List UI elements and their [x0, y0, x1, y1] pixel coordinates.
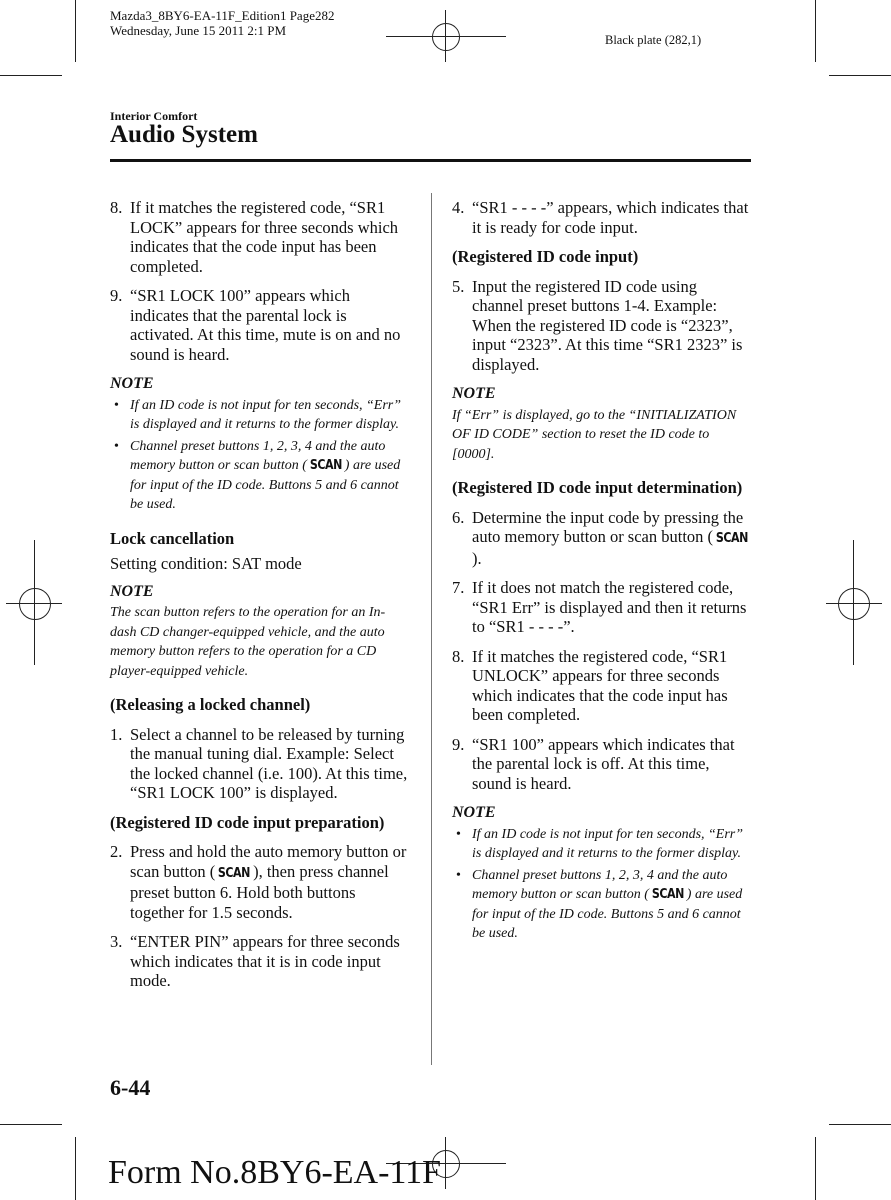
note-bullet: • Channel preset buttons 1, 2, 3, 4 and the auto memory button or scan button ( SCAN ) are used for input of the ID code. Buttons 5 and 6 cannot be used.	[114, 438, 401, 512]
right-step-8: 8. If it matches the registered code, “SR1 UNLOCK” appears for three seconds which indicates that the code input has been completed.	[452, 646, 728, 724]
note-text: If “Err” is displayed, go to the “INITIALIZATION OF ID CODE” section to reset the ID code to [0000].	[452, 407, 737, 462]
crop-mark-top-right-v	[815, 0, 816, 62]
right-step-5: 5. Input the registered ID code using channel preset buttons 1-4. Example: When the registered ID code is “2323”, input “2323”. At this time “SR1 2323” is displayed.	[452, 276, 743, 374]
section-label: Interior Comfort	[110, 109, 198, 123]
column-divider	[431, 193, 432, 1065]
left-step-3: 3. “ENTER PIN” appears for three seconds which indicates that it is in code input mode.	[110, 932, 400, 990]
releasing-heading: (Releasing a locked channel)	[110, 695, 311, 714]
crop-mark-bottom-right-v	[815, 1137, 816, 1200]
right-step-9: 9. “SR1 100” appears which indicates that the parental lock is off. At this time, sound is heard.	[452, 734, 735, 793]
note-heading: NOTE	[110, 582, 154, 600]
scan-button-icon: SCAN	[309, 458, 342, 473]
page-title: Audio System	[110, 121, 258, 148]
id-input-heading: (Registered ID code input)	[452, 247, 639, 266]
note-heading: NOTE	[452, 385, 496, 402]
crop-mark-bottom-left-v	[75, 1137, 76, 1200]
right-column	[452, 198, 752, 958]
file-line: Mazda3_8BY6-EA-11F_Edition1 Page282	[110, 8, 335, 23]
left-step-8: 8. If it matches the registered code, “SR1 LOCK” appears for three seconds which indicates that the code input has been completed.	[110, 198, 399, 276]
right-step-6: 6. Determine the input code by pressing the auto memory button or scan button ( SCAN).	[452, 507, 749, 568]
note-bullet: • If an ID code is not input for ten seconds, “Err” is displayed and it returns to the former display.	[114, 397, 402, 432]
note-bullet: • If an ID code is not input for ten seconds, “Err” is displayed and it returns to the former display.	[456, 826, 744, 861]
crop-mark-bottom-left-h	[0, 1124, 62, 1125]
right-step-4: 4. “SR1 - - - -” appears, which indicates that it is ready for code input.	[452, 198, 749, 237]
page-number: 6-44	[110, 1075, 151, 1100]
title-rule	[110, 159, 751, 162]
date-line: Wednesday, June 15 2011 2:1 PM	[110, 23, 287, 38]
crop-mark-top-right-h	[829, 75, 891, 76]
scan-button-icon: SCAN	[715, 531, 749, 546]
scan-button-icon: SCAN	[651, 887, 684, 902]
scan-button-icon: SCAN	[218, 865, 251, 881]
preparation-heading: (Registered ID code input preparation)	[110, 812, 385, 832]
note-bullets	[110, 396, 410, 515]
note-bullet: • Channel preset buttons 1, 2, 3, 4 and the auto memory button or scan button ( SCAN ) are used for input of the ID code. Buttons 5 and 6 cannot be used.	[456, 867, 743, 941]
left-step-2: 2. Press and hold the auto memory button or scan button ( SCAN ), then press channel preset button 6. Hold both buttons together for 1.5 seconds.	[110, 842, 407, 922]
left-column	[110, 198, 410, 1001]
form-number: Form No.8BY6-EA-11F	[108, 1154, 442, 1191]
note-heading: NOTE	[452, 804, 496, 821]
lock-cancellation-heading: Lock cancellation	[110, 528, 235, 548]
left-step-9: 9. “SR1 LOCK 100” appears which indicates that the parental lock is activated. At this time, mute is on and no sound is heard.	[110, 286, 401, 364]
determination-heading: (Registered ID code input determination)	[452, 478, 743, 497]
file-info	[110, 8, 334, 38]
plate-info: Black plate (282,1)	[605, 33, 702, 47]
crop-mark-bottom-right-h	[829, 1124, 891, 1125]
note-heading: NOTE	[110, 375, 154, 392]
crop-mark-top-left-v	[75, 0, 76, 62]
note-text: The scan button refers to the operation for an In-dash CD changer-equipped vehicle, and the auto memory button refers to the operation for a CD player-equipped vehicle.	[110, 605, 386, 679]
right-step-7: 7. If it does not match the registered code, “SR1 Err” is displayed and then it returns to “SR1 - - - -”.	[452, 578, 747, 636]
crop-mark-top-left-h	[0, 75, 62, 76]
note-bullets	[452, 825, 752, 944]
left-step-1: 1. Select a channel to be released by turning the manual tuning dial. Example: Select the locked channel (i.e. 100). At this time, “SR1 LOCK 100” is displayed.	[110, 724, 408, 802]
setting-condition: Setting condition: SAT mode	[110, 554, 302, 573]
